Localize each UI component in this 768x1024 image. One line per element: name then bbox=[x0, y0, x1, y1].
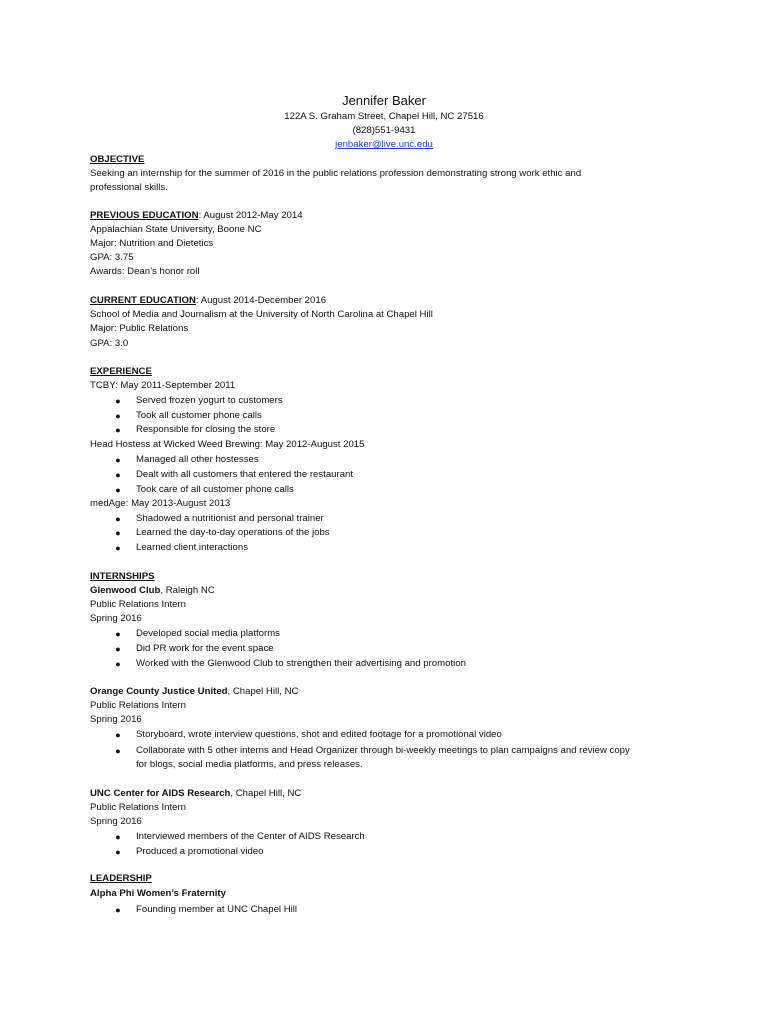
internship-org-line bbox=[90, 686, 298, 698]
internship-duty: Did PR work for the event space bbox=[136, 643, 274, 654]
bullet-icon: ● bbox=[115, 730, 121, 740]
internship-duty: Produced a promotional video bbox=[136, 846, 264, 857]
job-title: Head Hostess at Wicked Weed Brewing: May 2012-August 2015 bbox=[90, 439, 365, 450]
bullet-icon: ● bbox=[115, 629, 121, 639]
job-duty: Took all customer phone calls bbox=[136, 410, 262, 421]
internship-duty: Developed social media platforms bbox=[136, 628, 280, 639]
bullet-icon: ● bbox=[115, 659, 121, 669]
leadership-heading: LEADERSHIP bbox=[90, 873, 152, 884]
email-link[interactable]: jenbaker@live.unc.edu bbox=[335, 139, 433, 150]
internship-role: Public Relations Intern bbox=[90, 599, 186, 610]
previous-major: Major: Nutrition and Dietetics bbox=[90, 238, 214, 249]
job-duty: Responsible for closing the store bbox=[136, 424, 276, 435]
bullet-icon: ● bbox=[115, 425, 121, 435]
internship-role: Public Relations Intern bbox=[90, 700, 186, 711]
bullet-icon: ● bbox=[115, 746, 121, 756]
job-duty: Dealt with all customers that entered the restaurant bbox=[136, 469, 354, 480]
bullet-icon: ● bbox=[115, 485, 121, 495]
objective-heading: OBJECTIVE bbox=[90, 154, 145, 165]
previous-education-heading: PREVIOUS EDUCATION bbox=[90, 210, 199, 221]
internship-org: Glenwood Club bbox=[90, 585, 161, 596]
job-duty: Served frozen yogurt to customers bbox=[136, 395, 283, 406]
email-line bbox=[0, 139, 768, 151]
internship-duty: Interviewed members of the Center of AIDS Research bbox=[136, 831, 365, 842]
bullet-icon: ● bbox=[115, 455, 121, 465]
internship-term: Spring 2016 bbox=[90, 613, 142, 624]
internship-role: Public Relations Intern bbox=[90, 802, 186, 813]
bullet-icon: ● bbox=[115, 644, 121, 654]
bullet-icon: ● bbox=[115, 396, 121, 406]
bullet-icon: ● bbox=[115, 411, 121, 421]
internship-location: , Chapel Hill, NC bbox=[230, 788, 302, 799]
internship-location: , Raleigh NC bbox=[160, 585, 215, 596]
internship-duty: Storyboard, wrote interview questions, shot and edited footage for a promotional video bbox=[136, 729, 502, 740]
bullet-icon: ● bbox=[115, 847, 121, 857]
internship-location: , Chapel Hill, NC bbox=[227, 686, 299, 697]
bullet-icon: ● bbox=[115, 832, 121, 842]
current-education-heading-line bbox=[90, 295, 326, 307]
internship-term: Spring 2016 bbox=[90, 714, 142, 725]
internships-heading: INTERNSHIPS bbox=[90, 571, 155, 582]
bullet-icon: ● bbox=[115, 905, 121, 915]
job-duty: Learned client interactions bbox=[136, 542, 248, 553]
previous-education-heading-line bbox=[90, 210, 303, 222]
current-education-heading: CURRENT EDUCATION bbox=[90, 295, 196, 306]
objective-text-1: Seeking an internship for the summer of 2016 in the public relations profession demonstrating strong work ethic and bbox=[90, 168, 582, 179]
internship-duty: Collaborate with 5 other interns and Head Organizer through bi-weekly meetings to plan campaigns and review copy bbox=[136, 745, 630, 756]
current-school: School of Media and Journalism at the University of North Carolina at Chapel Hill bbox=[90, 309, 433, 320]
job-title: medAge: May 2013-August 2013 bbox=[90, 498, 231, 509]
leadership-duty: Founding member at UNC Chapel Hill bbox=[136, 904, 298, 915]
bullet-icon: ● bbox=[115, 543, 121, 553]
bullet-icon: ● bbox=[115, 514, 121, 524]
previous-school: Appalachian State University, Boone NC bbox=[90, 224, 262, 235]
experience-heading: EXPERIENCE bbox=[90, 366, 152, 377]
internship-duty-continued: for blogs, social media platforms, and press releases. bbox=[136, 759, 363, 770]
job-duty: Learned the day-to-day operations of the jobs bbox=[136, 527, 330, 538]
resume-name: Jennifer Baker bbox=[342, 93, 426, 108]
internship-term: Spring 2016 bbox=[90, 816, 142, 827]
internship-duty: Worked with the Glenwood Club to strengthen their advertising and promotion bbox=[136, 658, 466, 669]
previous-gpa: GPA: 3.75 bbox=[90, 252, 134, 263]
internship-org-line bbox=[90, 788, 301, 800]
job-duty: Took care of all customer phone calls bbox=[136, 484, 294, 495]
job-duty: Managed all other hostesses bbox=[136, 454, 259, 465]
internship-org-line bbox=[90, 585, 215, 597]
previous-awards: Awards: Dean’s honor roll bbox=[90, 266, 200, 277]
job-title: TCBY: May 2011-September 2011 bbox=[90, 380, 236, 391]
bullet-icon: ● bbox=[115, 470, 121, 480]
address: 122A S. Graham Street, Chapel Hill, NC 27516 bbox=[284, 111, 484, 122]
internship-org: UNC Center for AIDS Research bbox=[90, 788, 231, 799]
leadership-org: Alpha Phi Women’s Fraternity bbox=[90, 888, 226, 899]
previous-education-dates: : August 2012-May 2014 bbox=[198, 210, 303, 221]
objective-text-2: professional skills. bbox=[90, 182, 168, 193]
current-gpa: GPA: 3.0 bbox=[90, 338, 129, 349]
job-duty: Shadowed a nutritionist and personal trainer bbox=[136, 513, 324, 524]
phone: (828)551-9431 bbox=[352, 125, 416, 136]
bullet-icon: ● bbox=[115, 528, 121, 538]
current-major: Major: Public Relations bbox=[90, 323, 189, 334]
internship-org: Orange County Justice United bbox=[90, 686, 228, 697]
current-education-dates: : August 2014-December 2016 bbox=[195, 295, 327, 306]
